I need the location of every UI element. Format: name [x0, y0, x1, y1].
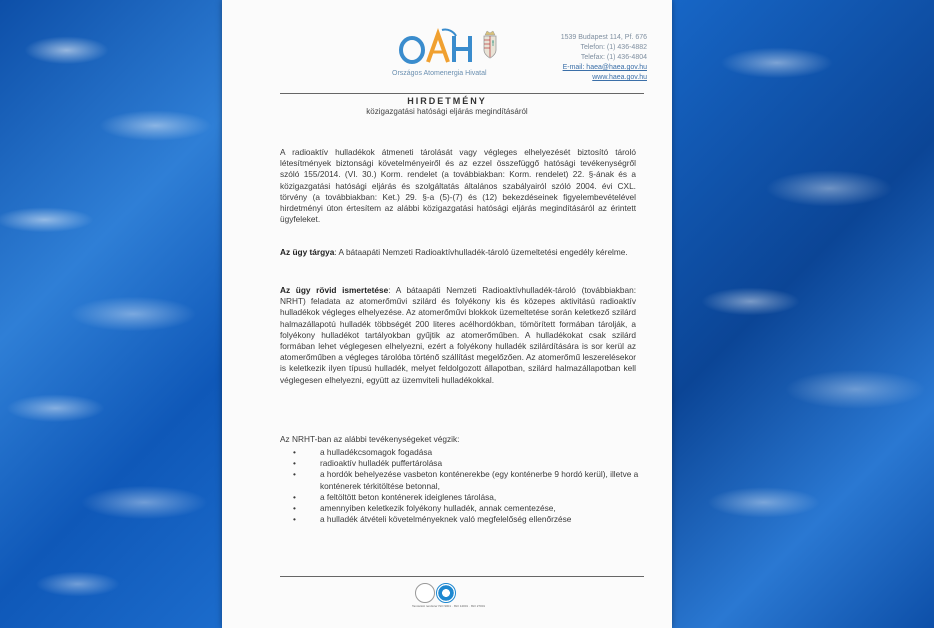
oah-logo-icon — [398, 28, 478, 66]
document-subtitle: közigazgatási hatósági eljárás megindításáról — [366, 107, 528, 116]
address: 1539 Budapest 114, Pf. 676 — [560, 34, 647, 41]
list-item: • radioaktív hulladék puffertárolása — [280, 458, 640, 469]
iso-certificate-icon — [436, 583, 456, 603]
list-item: • a hulladékcsomagok fogadása — [280, 447, 640, 458]
footer-divider — [280, 576, 644, 577]
hungarian-coat-of-arms-icon — [480, 30, 500, 60]
activities-intro: Az NRHT-ban az alábbi tevékenységeket végzik: — [280, 434, 460, 444]
background-left-panel — [0, 0, 222, 628]
fax: Telefax: (1) 436-4804 — [580, 54, 647, 61]
summary-label: Az ügy rövid ismertetése — [280, 285, 389, 295]
header-divider — [280, 93, 644, 94]
document-title: HIRDETMÉNY — [407, 96, 487, 106]
contact-block — [561, 33, 647, 83]
background-right-panel — [672, 0, 934, 628]
intro-paragraph: A radioaktív hulladékok átmeneti tárolását vagy végleges elhelyezését biztosító tároló létesítmények biztonsági követelményeiről és az ezzel összefüggő hatósági tevékenységről szóló 155/2014. (VI. 30.) Korm. rendelet (a továbbiakban: Korm. rendelet) 22. §-ának és a közigazgatási hatósági eljárás és szolgáltatás általános szabályairól szóló 2004. évi CXL. törvény (a továbbiakban: Ket.) 29. §-a (5)-(7) és (12) bekezdéseinek figyelembevételével hirdetményi úton értesítem az alábbi közigazgatási hatósági eljárás megindításáról az érintett ügyfeleket. — [280, 147, 636, 225]
certification-caption: Tanúsított rendszer ISO 9001 · ISO 14001 · ISO 27001 — [412, 604, 486, 608]
list-item: • a feltöltött beton konténerek ideiglenes tárolása, — [280, 492, 640, 503]
certification-seal-icon — [415, 583, 435, 603]
summary-text: : A bátaapáti Nemzeti Radioaktívhulladék-tároló (továbbiakban: NRHT) feladata az atomerőművi szilárd és folyékony kis és közepes aktivitású radioaktív hulladékok végleges elhelyezése. Az atomerőművi blokkok üzemeltetése során keletkező szilárd halmazállapotú hulladék többségét 200 literes acélhordókban, tömörített formában tárolják, a folyékony hulladékot tartályokban gyűjtik az atomerőműben. A hulladékokat csak szilárd formában lehet véglegesen elhelyezni, ezért a folyékony hulladék szilárdítására is sor kerül az atomerőműben a végleges tárolóba történő szállítást megelőzően. Az atomerőmű leszerelésekor is keletkezik ilyen típusú hulladék, melyet feldolgozott állapotban, szilárd halmazállapotban kell véglegesen elhelyezni, együtt az üzemviteli hulladékokkal. — [280, 285, 636, 385]
org-name: Országos Atomenergia Hivatal — [392, 70, 487, 77]
email-link[interactable]: E-mail: haea@haea.gov.hu — [562, 64, 647, 71]
document-page — [222, 0, 672, 628]
list-item: • a hordók behelyezése vasbeton konténerekbe (egy konténerbe 9 hordó kerül), illetve a konténerek térkitöltése betonnal, — [280, 469, 640, 491]
list-item: • a hulladék átvételi követelményeknek való megfelelőség ellenőrzése — [280, 514, 640, 525]
list-item: • amennyiben keletkezik folyékony hulladék, annak cementezése, — [280, 503, 640, 514]
subject-paragraph — [280, 247, 636, 258]
phone: Telefon: (1) 436-4882 — [580, 44, 647, 51]
summary-paragraph — [280, 285, 636, 386]
activities-list — [280, 447, 640, 525]
subject-label: Az ügy tárgya — [280, 247, 335, 257]
subject-text: : A bátaapáti Nemzeti Radioaktívhulladék-tároló üzemeltetési engedély kérelme. — [334, 247, 628, 257]
website-link[interactable]: www.haea.gov.hu — [592, 74, 647, 81]
